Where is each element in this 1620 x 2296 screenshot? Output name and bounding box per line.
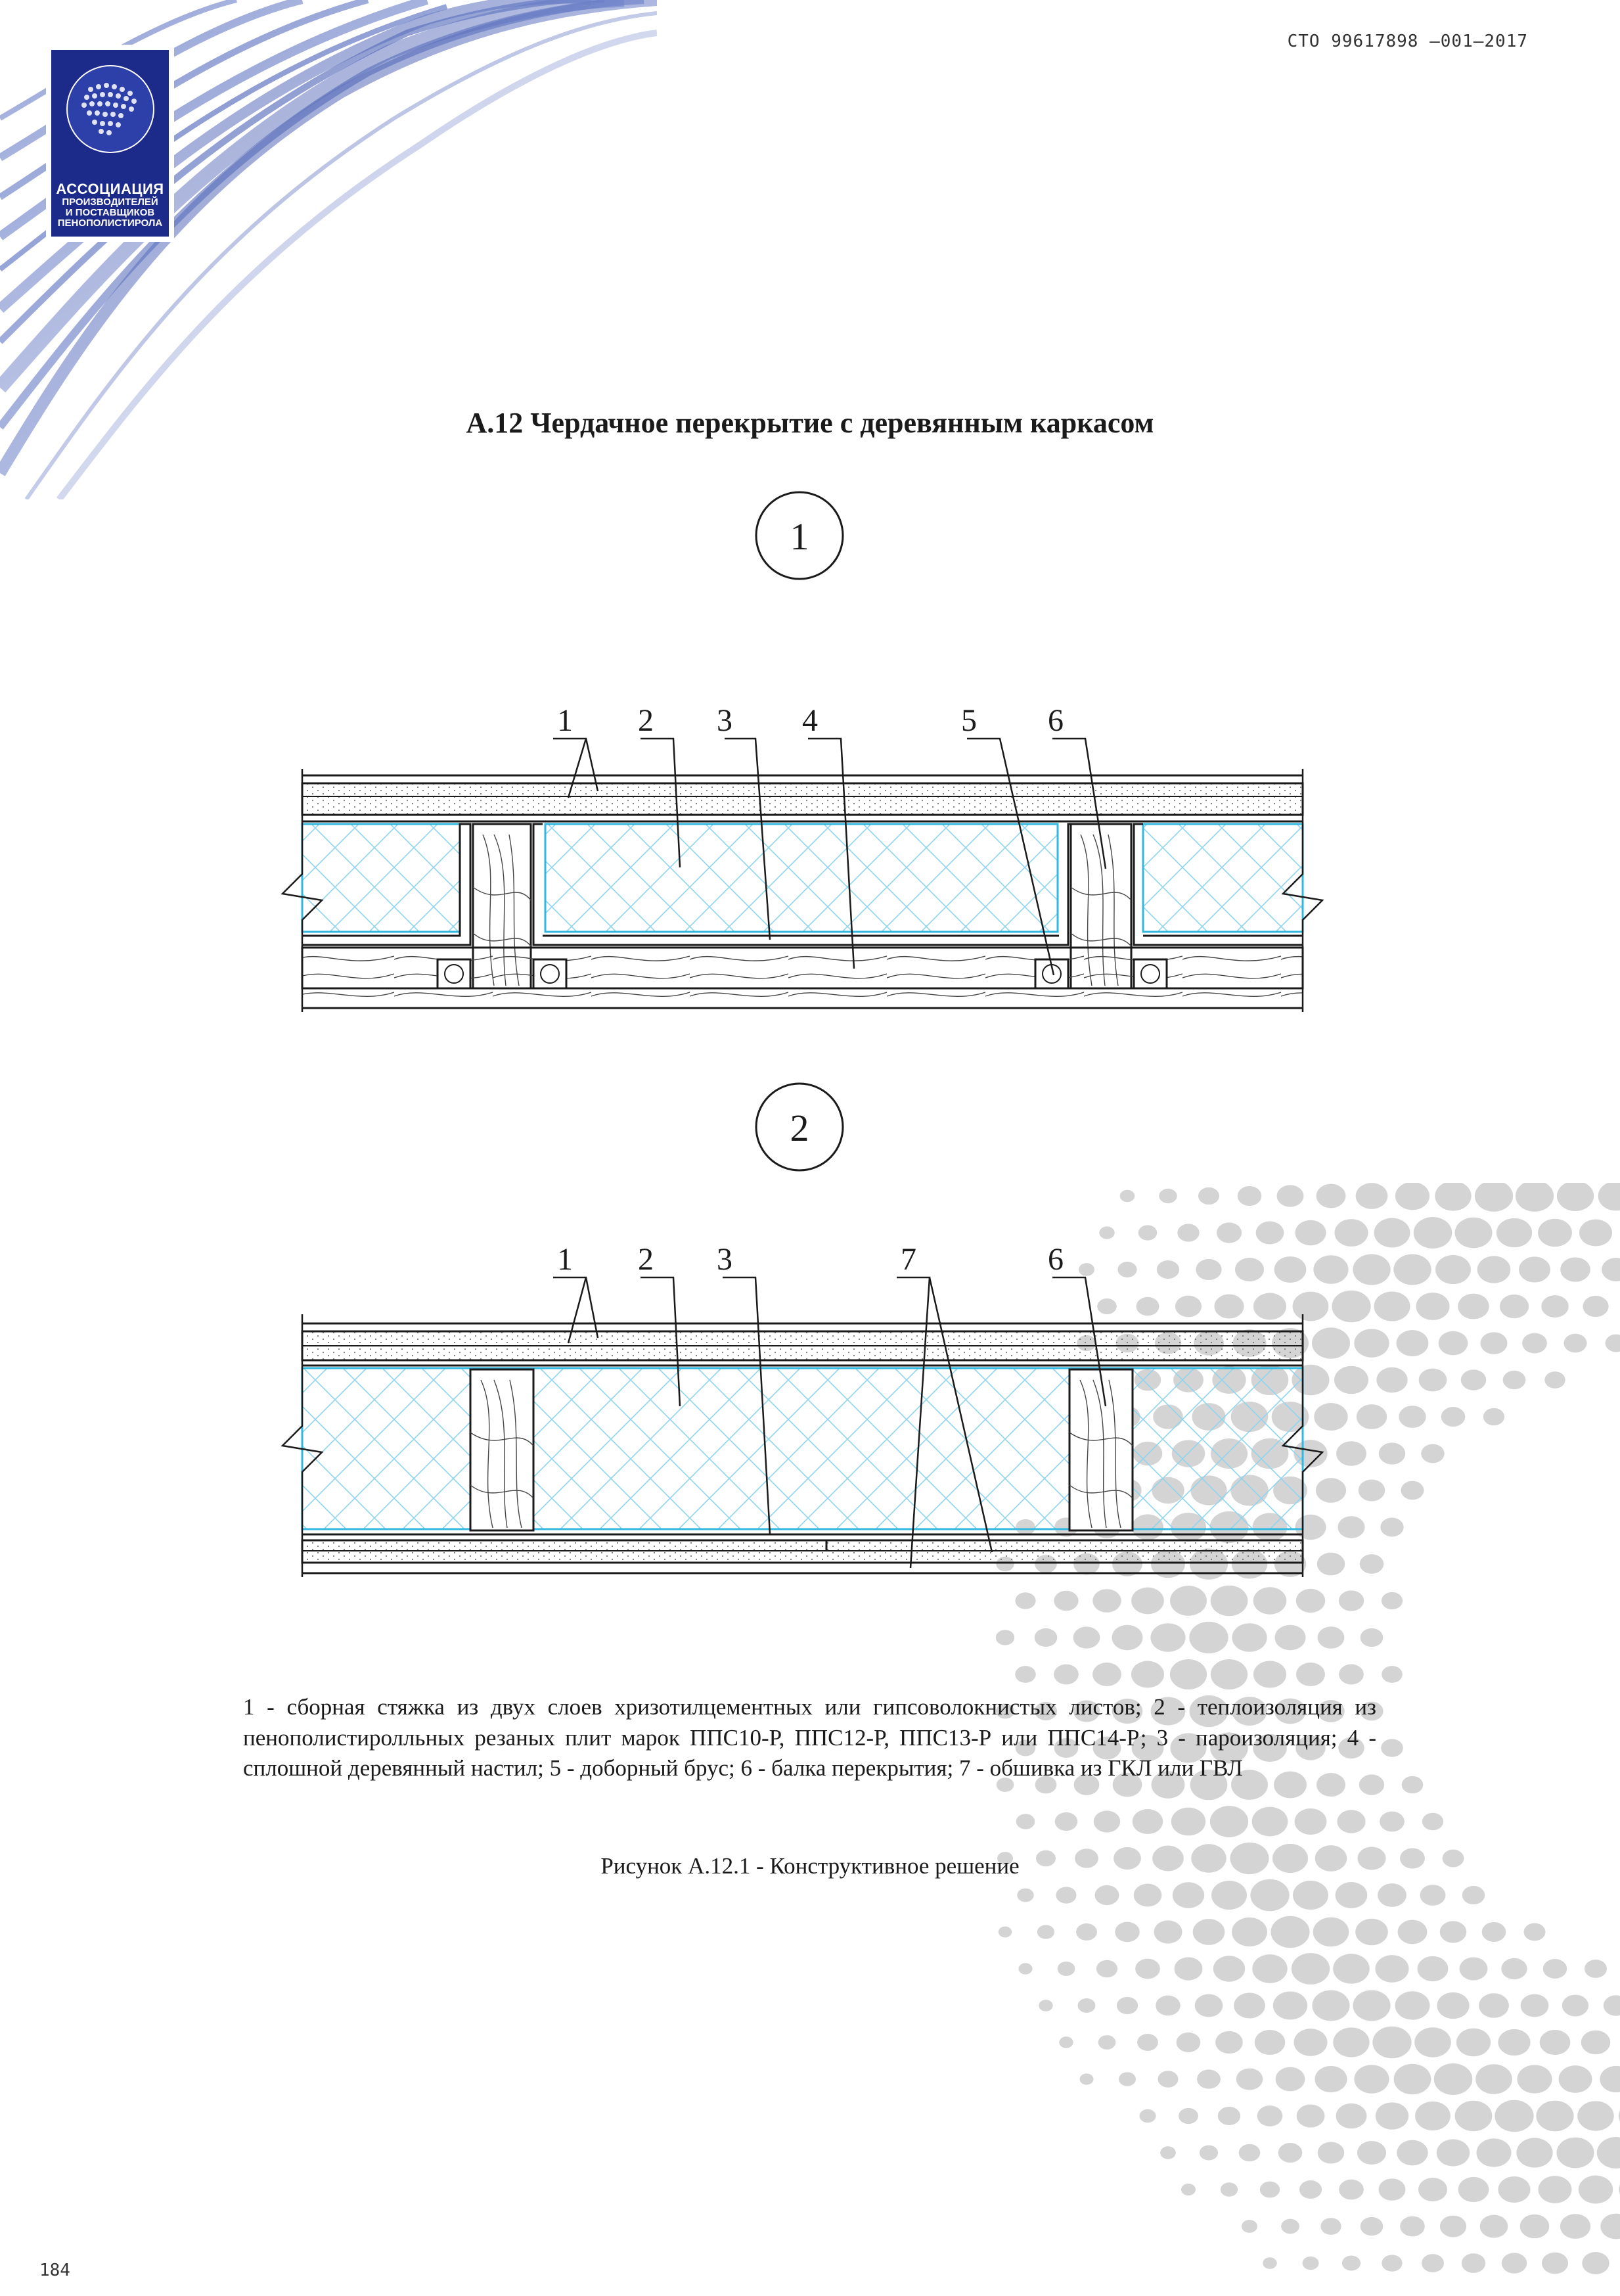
decor-dot [1242, 2220, 1257, 2233]
decor-dot [1318, 2142, 1344, 2163]
decor-dot [1382, 2255, 1402, 2272]
decor-dot [1559, 2065, 1592, 2093]
decor-dot [1271, 1916, 1309, 1948]
decor-dot [1160, 2146, 1176, 2159]
decor-dot [1597, 2137, 1620, 2169]
decor-dot [1414, 2027, 1451, 2057]
decor-dot [1137, 2034, 1158, 2051]
decor-dot [1135, 1959, 1160, 1979]
decor-dot [1378, 1883, 1406, 1907]
decor-dot [1521, 1994, 1549, 2017]
decor-dot [1562, 1995, 1588, 2017]
decor-dot [1357, 2141, 1386, 2165]
decor-dot [1523, 1923, 1545, 1940]
decor-dot [1536, 2101, 1573, 2132]
decor-dot [1213, 1956, 1245, 1982]
decor-dot [1394, 2064, 1431, 2095]
decor-dot [1295, 1808, 1327, 1835]
decor-dot [1260, 2182, 1280, 2198]
decor-dot [1475, 2064, 1512, 2094]
decor-dot [1232, 1917, 1267, 1946]
decor-dot [1495, 2100, 1533, 2132]
decor-dot [1278, 2143, 1303, 2163]
decor-dot [1218, 2107, 1240, 2125]
figure-2-label-1: 1 [557, 1242, 573, 1277]
decor-dot [1582, 2252, 1609, 2274]
decor-dot [1456, 2029, 1491, 2057]
decor-dot [1372, 2027, 1411, 2059]
decor-dot [1422, 1813, 1443, 1830]
decor-dot [1016, 1814, 1035, 1829]
decor-dot [1095, 1885, 1119, 1905]
decor-dot [1096, 1960, 1117, 1977]
decor-dot [1250, 1879, 1289, 1912]
decor-dot [1156, 1996, 1180, 2016]
decor-dot [1252, 1807, 1288, 1837]
decor-dot [1342, 2255, 1361, 2270]
decor-dot [1078, 1998, 1096, 2013]
figure-2-label-6: 6 [1048, 1242, 1064, 1277]
decor-dot [1437, 2139, 1470, 2166]
decor-dot [1353, 1990, 1390, 2021]
decor-dot [1600, 2214, 1620, 2239]
decor-dot [1299, 2180, 1322, 2199]
decor-dot [1581, 2031, 1611, 2055]
decor-dot [1263, 2257, 1276, 2269]
decor-dot [1480, 2215, 1508, 2238]
decor-dot [1336, 2103, 1367, 2128]
decor-dot [1440, 1921, 1467, 1942]
decor-dot [1133, 1809, 1163, 1834]
decor-dot [1585, 1960, 1607, 1978]
decor-dot [1195, 1994, 1223, 2017]
logo-text-line2: ПРОИЗВОДИТЕЛЕЙ [62, 196, 158, 208]
logo-text-line4: ПЕНОПОЛИСТИРОЛА [57, 218, 163, 229]
decor-dot [1560, 2214, 1590, 2239]
decor-dot [1173, 1882, 1204, 1908]
figure-2-label-3: 3 [717, 1242, 732, 1277]
decor-dot [1604, 1995, 1620, 2015]
figure-1-label-3: 3 [717, 703, 732, 738]
decor-dot [1434, 2063, 1473, 2095]
decor-dot [1542, 2253, 1568, 2274]
figure-caption: Рисунок А.12.1 - Конструктивное решение [600, 1853, 1020, 1879]
decor-dot [1210, 1806, 1248, 1837]
decor-dot [1402, 1776, 1423, 1794]
decor-dot [1339, 2180, 1364, 2200]
decor-dot [1273, 1992, 1307, 2020]
page-title: А.12 Чердачное перекрытие с деревянным каркасом [466, 407, 1154, 439]
decor-dot [1361, 2217, 1384, 2236]
logo-text-line3: И ПОСТАВЩИКОВ [65, 206, 155, 218]
decor-dot [1458, 2177, 1489, 2202]
figure-2-number: 2 [790, 1107, 809, 1149]
decor-dot [1154, 1920, 1182, 1943]
decor-dot [1354, 2065, 1389, 2093]
decor-dot [1539, 2176, 1572, 2203]
decor-dot [1440, 2216, 1466, 2238]
decor-dot [1498, 2176, 1530, 2203]
decor-dot [1193, 1919, 1225, 1945]
decor-dot [1174, 1957, 1202, 1980]
decor-dot [1398, 1920, 1428, 1944]
decor-dot [1422, 2254, 1444, 2272]
decor-dot [1200, 2145, 1218, 2160]
decor-dot [1294, 2029, 1327, 2056]
decor-dot [1177, 2032, 1201, 2052]
figure-1-label-6: 6 [1048, 703, 1064, 738]
decor-dot [1380, 1812, 1405, 1832]
decor-dot [1115, 1922, 1140, 1942]
figure-1 [282, 492, 1322, 1012]
decor-dot [1211, 1881, 1247, 1910]
decor-dot [1221, 2182, 1238, 2196]
figure-2-label-2: 2 [638, 1242, 654, 1277]
decor-dot [1375, 1955, 1408, 1983]
decor-dot [1239, 2144, 1261, 2162]
decor-dot [1516, 2138, 1552, 2167]
decor-dot [1179, 2108, 1198, 2124]
decor-dot [1181, 2184, 1196, 2195]
decor-dot [1055, 1812, 1078, 1831]
decor-dot [1117, 1997, 1138, 2014]
decor-dot [999, 1927, 1012, 1938]
decor-dot [1502, 2253, 1527, 2273]
figure-1-number: 1 [790, 515, 809, 558]
decor-dot [1420, 1885, 1446, 1906]
decor-dot [1134, 1884, 1162, 1907]
decor-dot [1415, 2101, 1451, 2130]
decor-dot [1381, 1739, 1403, 1756]
decor-dot [1378, 2178, 1405, 2201]
decor-dot [1281, 2219, 1299, 2234]
decor-dot [1397, 2140, 1428, 2166]
decor-dot [1462, 2253, 1485, 2273]
decor-dot [1303, 2257, 1319, 2270]
figure-legend: 1 - сборная стяжка из двух слоев хризотилцементных или гипсоволокнистых листов; 2 - теплоизоляция из пенополистиролльных резаных плит марок ППС10-Р, ППС12-Р, ППС13-Р или ППС14-Р; 3 - пароизоляция; 4 - сплошной деревянный настил; 5 - доборный брус; 6 - балка перекрытия; 7 - обшивка из ГКЛ или ГВЛ [243, 1694, 1376, 1781]
figure-2 [282, 1084, 1322, 1577]
decor-dot [1455, 2101, 1493, 2131]
decor-dot [1037, 1925, 1054, 1939]
decor-dot [1395, 1991, 1429, 2019]
decor-dot [1017, 1889, 1033, 1902]
decor-dot [1234, 1993, 1265, 2019]
decor-dot [1482, 1922, 1506, 1942]
figure-1-label-5: 5 [961, 703, 977, 738]
decor-dot [1501, 1958, 1527, 1979]
decor-dot [1297, 2104, 1325, 2127]
decor-dot [1498, 2029, 1530, 2055]
decor-dot [1320, 2218, 1341, 2235]
decor-dot [1139, 2109, 1156, 2123]
figure-2-label-7: 7 [901, 1242, 916, 1277]
decor-dot [1197, 2069, 1221, 2088]
document-code: СТО 99617898 –001–2017 [1287, 32, 1528, 51]
decor-dot [1080, 2073, 1094, 2084]
logo-text-line1: АССОЦИАЦИЯ [56, 181, 164, 197]
decor-dot [1556, 2138, 1594, 2169]
decor-dot [1315, 2066, 1347, 2092]
decor-dot [1076, 1923, 1097, 1940]
decor-dot [1517, 2065, 1552, 2093]
decor-dot [1119, 2072, 1136, 2086]
decor-dot [1476, 2138, 1511, 2167]
decor-dot [1313, 1917, 1349, 1947]
decor-dot [1460, 1957, 1488, 1980]
figure-1-label-1: 1 [557, 703, 573, 738]
decor-dot [1337, 1810, 1365, 1833]
decor-dot [1215, 2031, 1243, 2054]
decor-dot [1540, 2030, 1571, 2055]
decor-dot [1257, 2105, 1283, 2126]
decor-dot [1577, 2101, 1613, 2130]
decor-dot [1600, 2066, 1620, 2092]
decor-dot [1376, 2102, 1408, 2129]
decor-dot [1056, 1887, 1076, 1903]
decor-dot [1333, 2027, 1369, 2057]
decor-dot [1252, 1954, 1287, 1983]
decor-dot [1336, 1882, 1368, 1908]
decor-dot [1293, 1881, 1328, 1910]
decor-dot [1520, 2215, 1550, 2239]
decor-dot [1462, 1886, 1485, 1904]
decor-dot [1400, 2216, 1425, 2237]
decor-dot [1018, 1963, 1032, 1974]
decor-dot [1355, 1919, 1388, 1946]
decor-dot [1418, 2178, 1447, 2201]
decor-dot [1276, 2067, 1305, 2092]
decor-dot [1236, 2068, 1263, 2090]
decor-dot [1059, 2036, 1073, 2048]
decor-dot [1312, 1990, 1349, 2021]
decor-dot [1255, 2030, 1285, 2055]
decor-dot [1171, 1808, 1205, 1836]
page-number: 184 [39, 2261, 70, 2280]
decor-dot [1292, 1953, 1330, 1985]
decor-dot [1333, 1954, 1370, 1983]
decor-dot [1158, 2071, 1179, 2087]
figure-1-label-4: 4 [802, 703, 818, 738]
figure-1-label-2: 2 [638, 703, 654, 738]
decor-dot [1039, 2000, 1052, 2011]
decor-dot [1437, 1992, 1469, 2019]
decor-dot [1579, 2176, 1613, 2204]
decor-dot [1479, 1993, 1509, 2017]
decor-dot [1058, 1962, 1075, 1976]
decor-dot [1543, 1959, 1567, 1979]
decor-dot [1418, 1956, 1449, 1981]
decor-dot [1098, 2035, 1116, 2050]
decor-dot [1094, 1810, 1120, 1832]
